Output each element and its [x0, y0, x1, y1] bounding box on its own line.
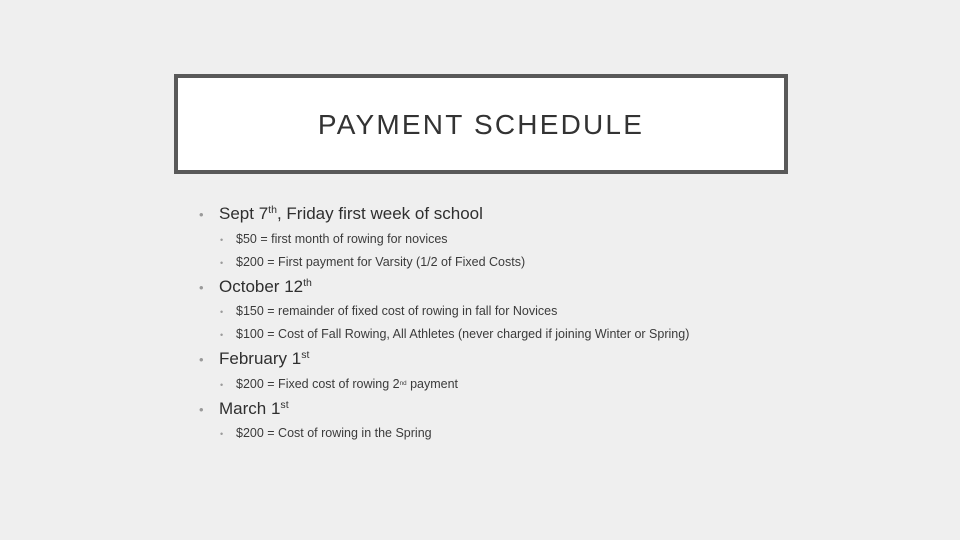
bullet-marker: • [220, 330, 224, 340]
bullet-text: Sept 7th, Friday first week of school [219, 204, 483, 223]
bullet-marker: • [220, 235, 224, 245]
bullet-marker: • [220, 258, 224, 268]
bullet-marker: • [199, 280, 204, 295]
sub-bullet-item [220, 232, 448, 246]
slide-title: PAYMENT SCHEDULE [317, 109, 645, 140]
bullet-item-march [199, 399, 289, 419]
bullet-item-february [199, 349, 309, 369]
bullet-marker: • [220, 429, 224, 439]
sub-bullet-text: $200 = Fixed cost of rowing 2nd payment [236, 377, 459, 391]
sub-bullet-text: $100 = Cost of Fall Rowing, All Athletes (never charged if joining Winter or Spring) [236, 327, 690, 341]
sub-bullet-text: $200 = First payment for Varsity (1/2 of Fixed Costs) [236, 255, 526, 269]
sub-bullet-item [220, 377, 458, 391]
bullet-marker: • [199, 207, 204, 222]
sub-bullet-text: $200 = Cost of rowing in the Spring [236, 426, 432, 440]
bullet-marker: • [199, 352, 204, 367]
sub-bullet-item [220, 426, 432, 440]
bullet-marker: • [220, 307, 224, 317]
bullet-marker: • [199, 402, 204, 417]
sub-bullet-text: $50 = first month of rowing for novices [236, 232, 448, 246]
bullet-marker: • [220, 380, 224, 390]
bullet-item-october [199, 277, 312, 297]
bullet-text: March 1st [219, 399, 289, 418]
sub-bullet-item [220, 327, 689, 341]
bullet-item-sept [199, 204, 483, 224]
sub-bullet-item [220, 304, 557, 318]
sub-bullet-item [220, 255, 525, 269]
bullet-text: October 12th [219, 277, 312, 296]
sub-bullet-text: $150 = remainder of fixed cost of rowing in fall for Novices [236, 304, 558, 318]
bullet-text: February 1st [219, 349, 310, 368]
